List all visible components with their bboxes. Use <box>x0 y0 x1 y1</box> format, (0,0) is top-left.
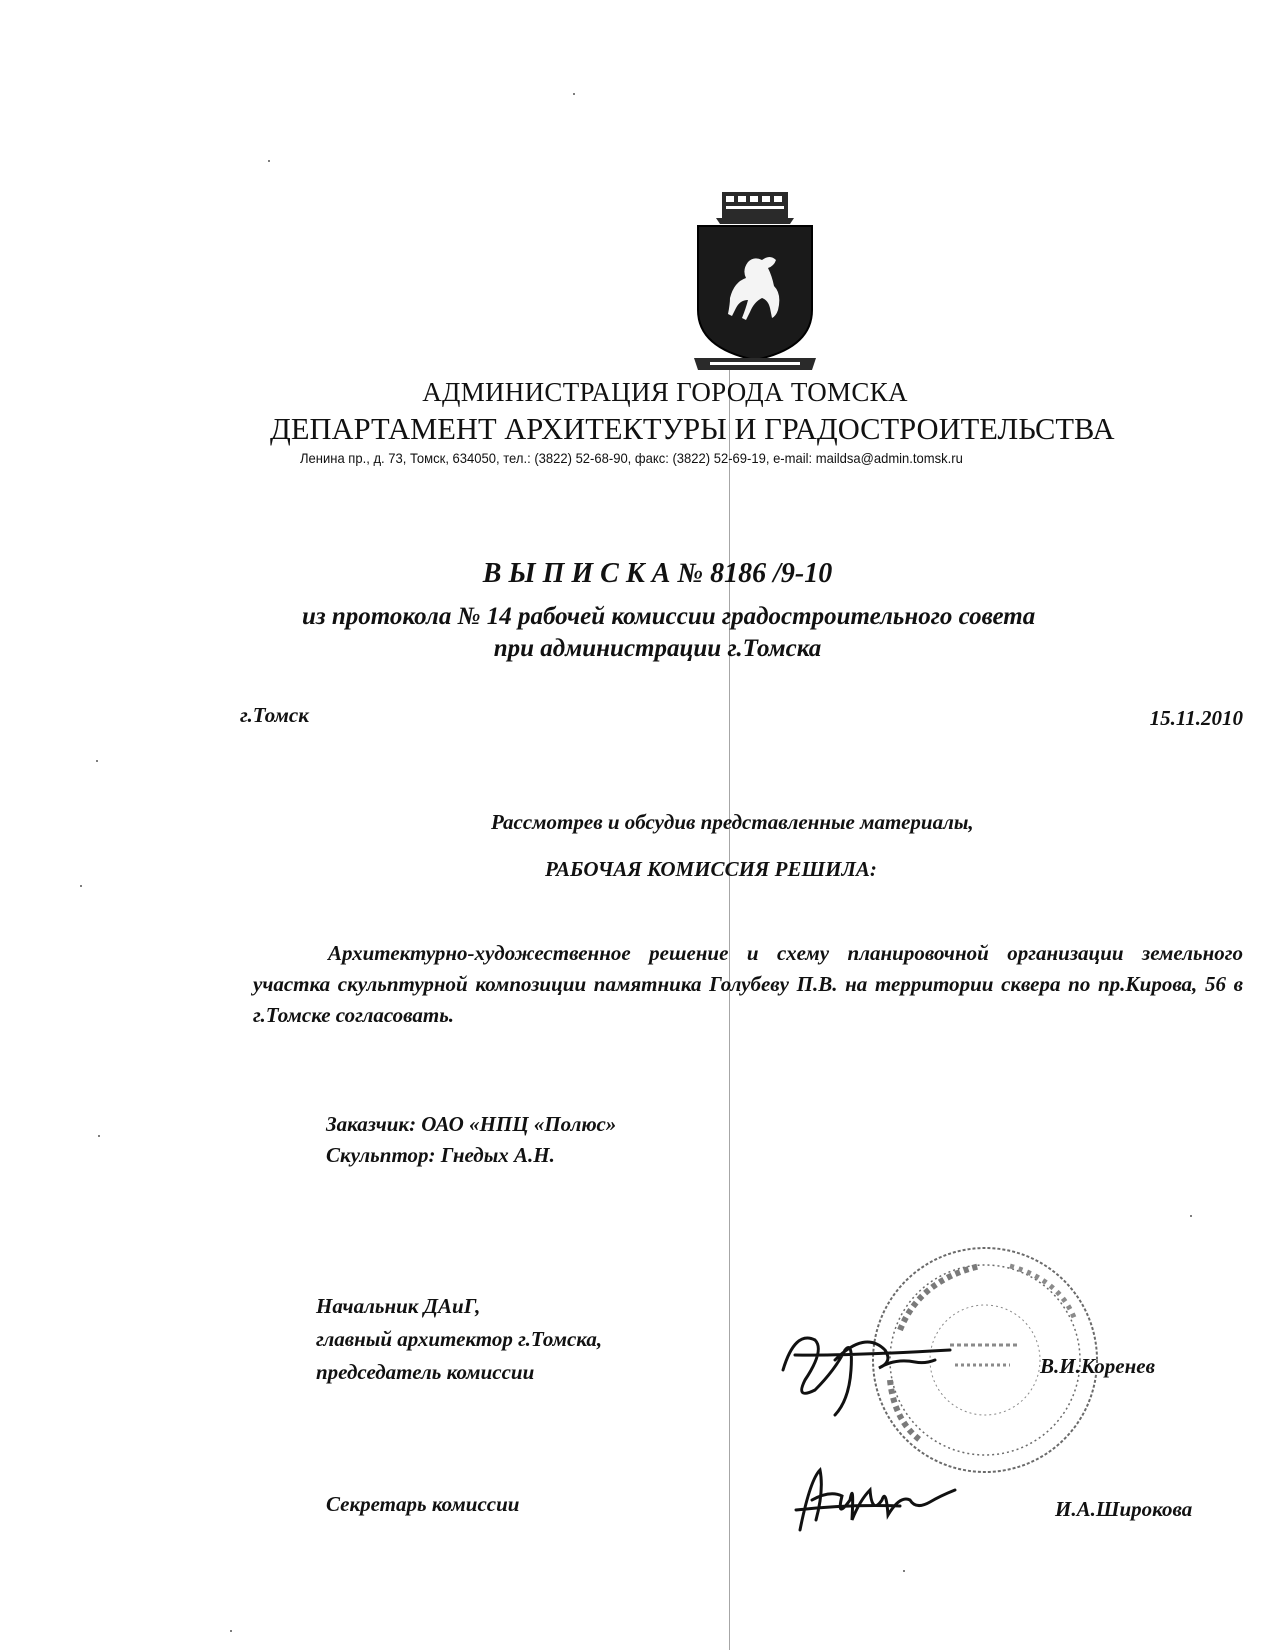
secretary-label: Секретарь комиссии <box>326 1492 520 1516</box>
organization-name: АДМИНИСТРАЦИЯ ГОРОДА ТОМСКА <box>422 377 908 407</box>
chair-title-line: Начальник ДАиГ, <box>316 1294 481 1318</box>
document-title: В Ы П И С К А № 8186 /9-10 <box>482 558 833 589</box>
department-name: ДЕПАРТАМЕНТ АРХИТЕКТУРЫ И ГРАДОСТРОИТЕЛЬСТВА <box>270 411 1115 446</box>
chair-title-line: председатель комиссии <box>316 1360 535 1384</box>
secretary-signature <box>790 1460 960 1540</box>
intro-text: Рассмотрев и обсудив представленные материалы, <box>491 810 974 834</box>
decision-body: Архитектурно-художественное решение и схему планировочной организации земельного участка скульптурной композиции памятника Голубеву П.В. на территории сквера по пр.Кирова, 56 в г.Томске согласовать. <box>253 941 1243 1027</box>
scan-speck <box>80 885 82 887</box>
sculptor-line: Скульптор: Гнедых А.Н. <box>326 1143 555 1167</box>
scan-speck <box>1190 1215 1192 1217</box>
scan-speck <box>573 93 575 95</box>
document-date: 15.11.2010 <box>1149 706 1243 730</box>
secretary-name: И.А.Широкова <box>1055 1497 1193 1521</box>
tomsk-coat-of-arms-icon <box>690 190 820 375</box>
document-place: г.Томск <box>240 703 309 727</box>
scan-speck <box>98 1135 100 1137</box>
document-subtitle-line2: при администрации г.Томска <box>493 635 822 662</box>
chair-title-line: главный архитектор г.Томска, <box>316 1327 603 1351</box>
chair-title-block <box>316 1290 602 1389</box>
customer-line: Заказчик: ОАО «НПЦ «Полюс» <box>326 1112 617 1136</box>
chair-signature <box>775 1310 955 1420</box>
chair-name: В.И.Коренев <box>1040 1354 1155 1378</box>
scan-speck <box>96 760 98 762</box>
department-address: Ленина пр., д. 73, Томск, 634050, тел.: (3822) 52-68-90, факс: (3822) 52-69-19, e-mail: maildsa@admin.tomsk.ru <box>300 450 963 466</box>
scan-speck <box>230 1630 232 1632</box>
scan-speck <box>903 1570 905 1572</box>
document-subtitle-line1: из протокола № 14 рабочей комиссии градостроительного совета <box>302 603 1036 630</box>
scan-speck <box>268 160 270 162</box>
decision-heading: РАБОЧАЯ КОМИССИЯ РЕШИЛА: <box>545 857 877 881</box>
